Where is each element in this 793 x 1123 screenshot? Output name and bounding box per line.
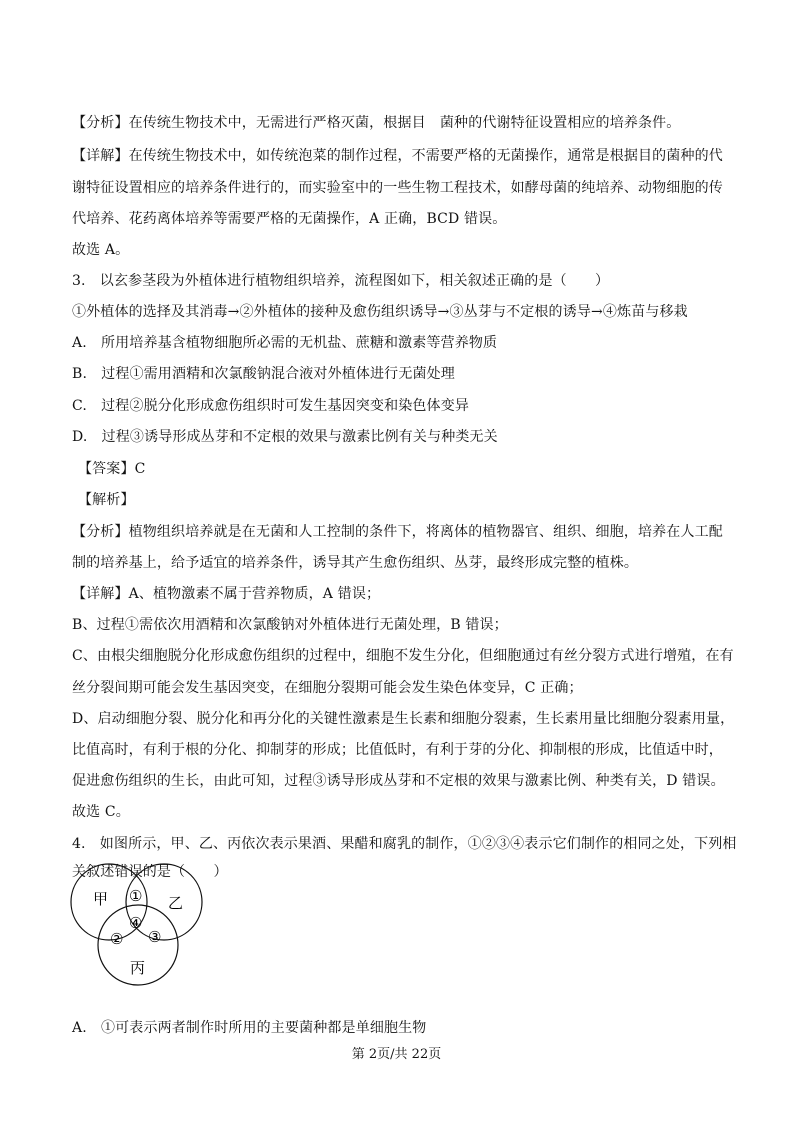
option-d: D. 过程③诱导形成丛芽和不定根的效果与激素比例有关与种类无关 bbox=[72, 429, 498, 445]
venn-label-left: 甲 bbox=[93, 890, 109, 908]
option-c: C. 过程②脱分化形成愈伤组织时可发生基因突变和染色体变异 bbox=[72, 398, 470, 414]
venn-diagram bbox=[66, 858, 206, 988]
venn-region-2: ② bbox=[110, 930, 124, 948]
text-line: 【详解】在传统生物技术中，如传统泡菜的制作过程，不需要严格的无菌操作，通常是根据目的菌种的代 bbox=[72, 148, 723, 164]
option-a: A. 所用培养基含植物细胞所必需的无机盐、蔗糖和激素等营养物质 bbox=[72, 335, 498, 351]
text-line: C、由根尖细胞脱分化形成愈伤组织的过程中，细胞不发生分化，但细胞通过有丝分裂方式进行增殖，在有 bbox=[72, 648, 734, 664]
flow-description: ①外植体的选择及其消毒→②外植体的接种及愈伤组织诱导→③丛芽与不定根的诱导→④炼苗与移栽 bbox=[72, 304, 688, 320]
venn-region-1: ① bbox=[129, 887, 143, 905]
question-4-stem: 4. 如图所示，甲、乙、丙依次表示果酒、果醋和腐乳的制作，①②③④表示它们制作的相同之处，下列相 bbox=[72, 836, 737, 852]
page-footer: 第 2页/共 22页 bbox=[351, 1047, 442, 1062]
question-4-option-a: A. ①可表示两者制作时所用的主要菌种都是单细胞生物 bbox=[72, 1020, 427, 1036]
option-b: B. 过程①需用酒精和次氯酸钠混合液对外植体进行无菌处理 bbox=[72, 366, 455, 382]
text-line: 故选 A。 bbox=[72, 242, 130, 258]
venn-label-right: 乙 bbox=[168, 894, 184, 912]
text-line: 制的培养基上，给予适宜的培养条件，诱导其产生愈伤组织、丛芽，最终形成完整的植株。 bbox=[72, 555, 638, 571]
text-line: 促进愈伤组织的生长，由此可知，过程③诱导形成丛芽和不定根的效果与激素比例、种类有关，D 错误。 bbox=[72, 773, 725, 789]
question-4-stem-cont: 关叙述错误的是（ ） bbox=[72, 864, 228, 880]
text-line: 比值高时，有利于根的分化、抑制芽的形成；比值低时，有利于芽的分化、抑制根的形成，比值适中时， bbox=[72, 742, 723, 758]
venn-label-bottom: 丙 bbox=[130, 959, 146, 977]
analysis-label: 【解析】 bbox=[78, 492, 135, 508]
text-line: 代培养、花药离体培养等需要严格的无菌操作，A 正确，BCD 错误。 bbox=[72, 211, 507, 227]
text-line: 故选 C。 bbox=[72, 804, 130, 820]
venn-region-3: ③ bbox=[148, 928, 162, 946]
text-line: 【分析】植物组织培养就是在无菌和人工控制的条件下，将离体的植物器官、组织、细胞，培养在人工配 bbox=[72, 524, 723, 540]
text-line: 谢特征设置相应的培养条件进行的，而实验室中的一些生物工程技术，如酵母菌的纯培养、动物细胞的传 bbox=[72, 180, 723, 196]
venn-region-4: ④ bbox=[129, 914, 143, 932]
text-line: D、启动细胞分裂、脱分化和再分化的关键性激素是生长素和细胞分裂素，生长素用量比细胞分裂素用量， bbox=[72, 711, 735, 727]
text-line: 丝分裂间期可能会发生基因突变，在细胞分裂期可能会发生染色体变异，C 正确； bbox=[72, 680, 583, 696]
question-3-stem: 3. 以玄参茎段为外植体进行植物组织培养，流程图如下，相关叙述正确的是（ ） bbox=[72, 273, 610, 289]
text-line: 【详解】A、植物激素不属于营养物质，A 错误； bbox=[72, 586, 381, 602]
text-line: B、过程①需依次用酒精和次氯酸钠对外植体进行无菌处理，B 错误； bbox=[72, 617, 508, 633]
text-line: 【分析】在传统生物技术中，无需进行严格灭菌，根据目 菌种的代谢特征设置相应的培养条件。 bbox=[72, 115, 681, 131]
answer-label: 【答案】C bbox=[78, 461, 146, 477]
